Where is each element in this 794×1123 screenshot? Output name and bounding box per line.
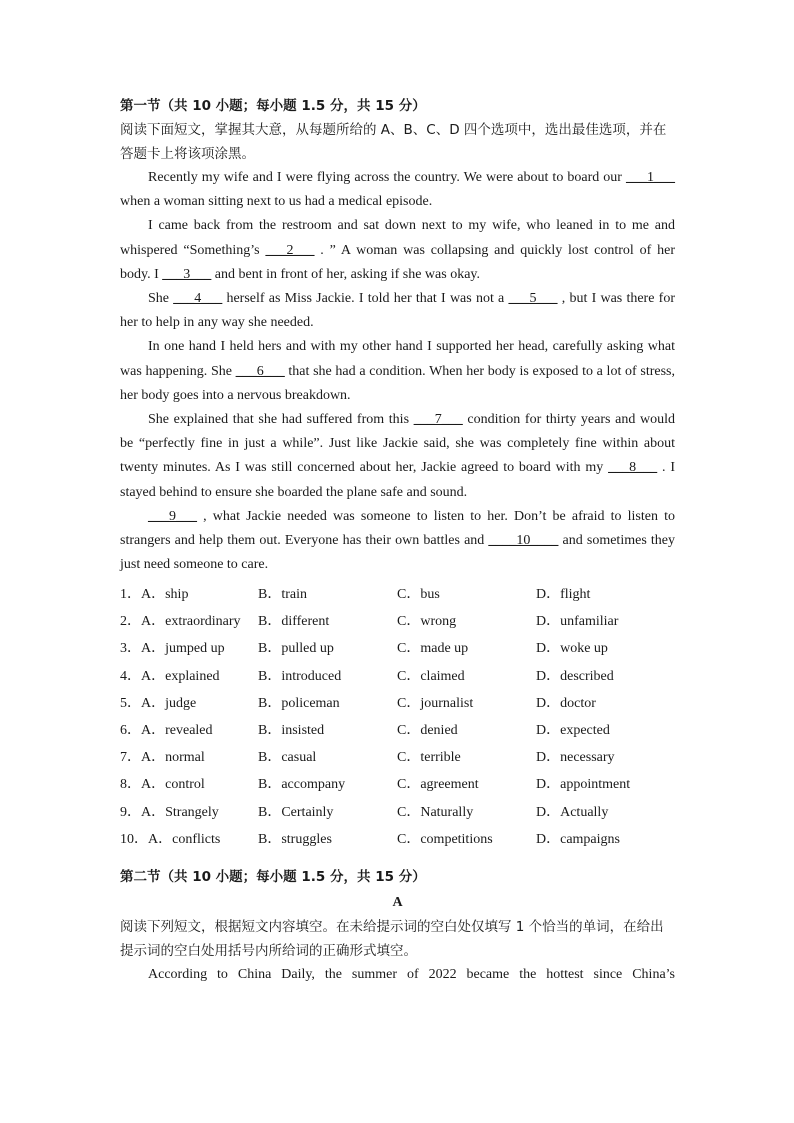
option-row: 4．A．explained B．introduced C．claimed D．described: [120, 668, 614, 684]
option-row: 1．A．ship B．train C．bus D．flight: [120, 587, 591, 603]
option-row: 2．A．extraordinary B．different C．wrong D．unfamiliar: [120, 614, 619, 630]
blank-8: ___8___: [608, 460, 658, 476]
options-list: [120, 579, 675, 851]
blank-5: ___5___: [508, 291, 558, 307]
option-row: 3．A．jumped up B．pulled up C．made up D．woke up: [120, 641, 608, 657]
blank-3: ___3___: [162, 266, 212, 282]
paragraph: I came back from the restroom and sat down next to my wife, who leaned in to me and whispered “Something’s ___2___ . ” A woman was collapsing and quickly lost control of her body. I ___3___ and bent in front of her, asking if she was okay.: [120, 218, 675, 282]
paragraph: Recently my wife and I were flying across the country. We were about to board our ___1___ when a woman sitting next to us had a medical episode.: [120, 170, 675, 210]
option-row: 9．A．Strangely B．Certainly C．Naturally D．Actually: [120, 804, 609, 820]
option-row: 5．A．judge B．policeman C．journalist D．doctor: [120, 695, 596, 711]
section1-instruction: 阅读下面短文，掌握其大意，从每题所给的 A、B、C、D 四个选项中，选出最佳选项，并在答题卡上将该项涂黑。: [120, 122, 667, 162]
blank-10: ____10____: [488, 533, 559, 549]
part-label: A: [392, 895, 403, 911]
blank-9: ___9___: [148, 508, 197, 524]
section1-heading: 第一节（共 10 小题；每小题 1.5 分，共 15 分）: [120, 98, 426, 114]
paragraph: In one hand I held hers and with my other hand I supported her head, carefully asking what was happening. She ___6___ that she had a condition. When her body is exposed to a lot of stress, her body goes into a nervous breakdown.: [120, 339, 676, 403]
paragraph: She ___4___ herself as Miss Jackie. I told her that I was not a ___5___ , but I was there for her to help in any way she needed.: [120, 291, 675, 331]
option-row: 7．A．normal B．casual C．terrible D．necessary: [120, 750, 615, 766]
option-row: 8．A．control B．accompany C．agreement D．appointment: [120, 777, 631, 793]
section2-instruction: 阅读下列短文，根据短文内容填空。在未给提示词的空白处仅填写 1 个恰当的单词，在给出提示词的空白处用括号内所给词的正确形式填空。: [120, 919, 664, 960]
exam-page: [120, 94, 675, 988]
blank-1: ___1___: [626, 170, 675, 185]
blank-2: ___2___: [265, 242, 315, 258]
paragraph: She explained that she had suffered from this ___7___ condition for thirty years and would be “perfectly fine in just a while”. Just like Jackie said, she was completely fine within about twenty minutes. As I was still concerned about her, Jackie agreed to board with my ___8___ . I stayed behind to ensure she boarded the plane safe and sound.: [120, 412, 676, 500]
option-row: 6．A．revealed B．insisted C．denied D．expected: [120, 722, 610, 738]
option-row: 10．A．conflicts B．struggles C．competitions D．campaigns: [120, 831, 620, 847]
blank-6: ___6___: [235, 363, 285, 379]
section2-heading: 第二节（共 10 小题；每小题 1.5 分，共 15 分）: [120, 869, 426, 886]
passage: [120, 166, 675, 577]
section2-text: According to China Daily, the summer of 2022 became the hottest since China’s: [148, 967, 675, 983]
blank-7: ___7___: [413, 412, 463, 428]
blank-4: ___4___: [173, 291, 223, 307]
paragraph: ___9___ , what Jackie needed was someone to listen to her. Don’t be afraid to listen to strangers and help them out. Everyone has their own battles and ____10____ and sometimes they just need someone to care.: [120, 508, 675, 573]
section2: [120, 865, 675, 987]
